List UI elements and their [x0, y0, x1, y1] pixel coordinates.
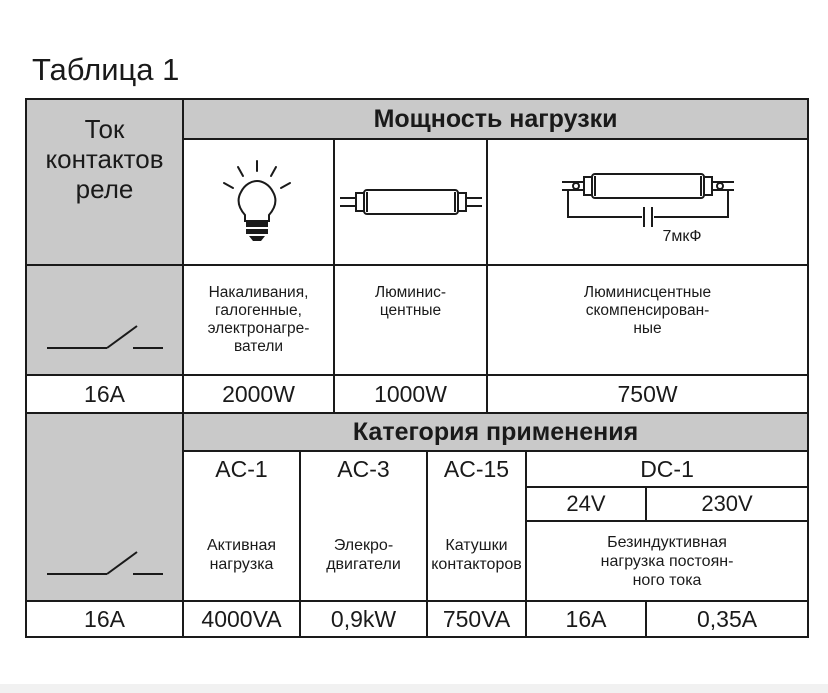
- desc-line: Безиндуктивная: [607, 533, 727, 551]
- desc-line: ного тока: [632, 571, 702, 589]
- dc1-24v: 24V: [526, 487, 646, 521]
- bottom-strip: [0, 684, 828, 693]
- desc-line: нагрузка: [209, 556, 274, 573]
- incandescent-desc: [183, 265, 334, 375]
- desc-line: нагрузка постоян-: [600, 552, 734, 570]
- light-bulb-icon: [214, 157, 304, 247]
- incandescent-icon-cell: [183, 139, 334, 265]
- ac3-desc: [301, 486, 426, 574]
- ac3-value: 0,9kW: [300, 601, 427, 637]
- desc-line: Катушки: [445, 537, 508, 554]
- compensated-icon-cell: [487, 139, 808, 265]
- ac15-desc: [428, 486, 525, 574]
- power-header: Мощность нагрузки: [183, 99, 808, 139]
- desc-line: Накаливания,: [208, 284, 309, 301]
- dc1-230v-value: 0,35A: [646, 601, 808, 637]
- relay-contact-icon: [45, 314, 165, 354]
- desc-line: ные: [633, 320, 662, 337]
- ac15-code: AC-15: [443, 456, 510, 482]
- fluorescent-tube-icon: [336, 177, 486, 227]
- relay-current-header-line: реле: [75, 174, 134, 204]
- desc-line: электронагре-: [207, 320, 310, 337]
- relay-contact-symbol-cell: [26, 265, 183, 375]
- ac15-value: 750VA: [427, 601, 526, 637]
- relay-contact-icon: [45, 540, 165, 580]
- relay-current-header-line: Ток: [84, 114, 125, 144]
- desc-line: Элекро-: [333, 537, 394, 554]
- category-header: Категория применения: [183, 413, 808, 451]
- compensated-power: 750W: [487, 375, 808, 413]
- fluorescent-desc: [334, 265, 487, 375]
- ac15-cell: [427, 451, 526, 601]
- ac3-cell: [300, 451, 427, 601]
- relay-current-header-line: контактов: [45, 144, 164, 174]
- desc-line: Люминис-: [374, 284, 447, 301]
- dc1-desc: [526, 521, 808, 601]
- desc-line: ватели: [233, 338, 284, 355]
- desc-line: двигатели: [326, 556, 401, 573]
- capacitor-label: 7мкФ: [662, 228, 702, 245]
- incandescent-power: 2000W: [183, 375, 334, 413]
- dc1-code: DC-1: [526, 451, 808, 487]
- ac1-code: AC-1: [215, 456, 268, 482]
- fluorescent-icon-cell: [334, 139, 487, 265]
- dc1-24v-value: 16A: [526, 601, 646, 637]
- desc-line: галогенные,: [215, 302, 302, 319]
- compensated-desc: [487, 265, 808, 375]
- load-power-table: [25, 98, 809, 638]
- desc-line: центные: [379, 302, 442, 319]
- relay-current-value: 16A: [26, 375, 183, 413]
- desc-line: скомпенсирован-: [585, 302, 710, 319]
- desc-line: Люминисцентные: [583, 284, 712, 301]
- ac1-cell: [183, 451, 300, 601]
- compensated-fluorescent-tube-icon: [558, 152, 738, 252]
- desc-line: контакторов: [431, 556, 522, 573]
- relay-current-header: [26, 99, 183, 265]
- dc1-230v: 230V: [646, 487, 808, 521]
- fluorescent-power: 1000W: [334, 375, 487, 413]
- ac1-desc: [184, 486, 299, 574]
- relay-contact-symbol-cell-2: [26, 413, 183, 601]
- relay-current-value-2: 16A: [26, 601, 183, 637]
- table-caption: Таблица 1: [32, 52, 180, 87]
- ac1-value: 4000VA: [183, 601, 300, 637]
- desc-line: Активная: [206, 537, 276, 554]
- ac3-code: AC-3: [337, 456, 390, 482]
